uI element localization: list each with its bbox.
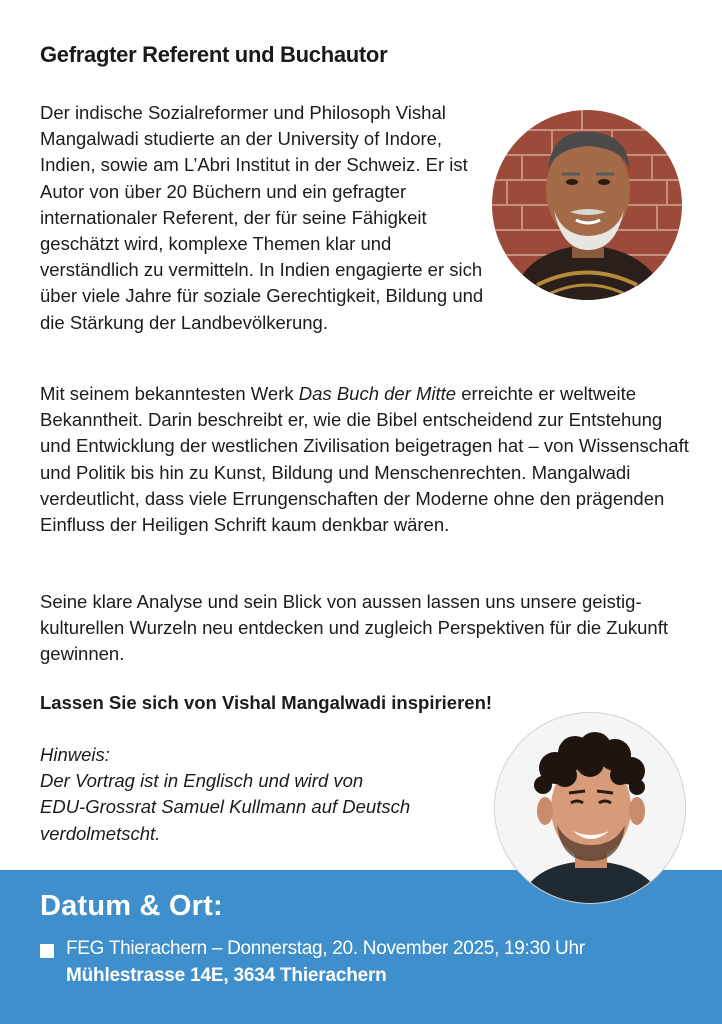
bio-paragraph-3: Seine klare Analyse und sein Blick von aussen lassen uns unsere geistig-kulturellen Wurzeln neu entdecken und zugleich Perspektiven für die Zukunft gewinnen. [40,591,668,665]
bio-paragraph-2 [40,381,690,538]
speaker-portrait [492,110,682,300]
bio-paragraph-2-start: Mit seinem bekanntesten Werk [40,383,299,404]
bio-paragraph-1: Der indische Sozialreformer und Philosoph Vishal Mangalwadi studierte an der University of Indore, Indien, sowie am L’Abri Institut in der Schweiz. Er ist Autor von über 20 Büchern und ein gefragter internationaler Referent, der für seine Fähigkeit geschätzt wird, komplexe Themen klar und verständlich zu vermitteln. In Indien engagierte er sich über viele Jahre für soziale Gerechtigkeit, Bildung und die Stärkung der Landbevölkerung. [40,102,484,333]
translation-hint [40,742,470,847]
book-title: Das Buch der Mitte [298,383,457,404]
square-bullet-icon [40,944,54,958]
translator-portrait [494,712,686,904]
date-location-title: Datum & Ort: [40,890,223,922]
hint-line-1: Der Vortrag ist in Englisch und wird von [40,770,364,792]
speaker-portrait-image [492,110,682,300]
event-date-time: FEG Thierachern – Donnerstag, 20. November 2025, 19:30 Uhr [66,938,585,959]
translator-portrait-image [495,713,685,903]
event-address: Mühlestrasse 14E, 3634 Thierachern [66,965,387,986]
section-heading: Gefragter Referent und Buchautor [40,42,388,67]
hint-label: Hinweis: [40,744,110,765]
hint-line-2: EDU-Grossrat Samuel Kullmann auf Deutsch [40,796,411,818]
bio-paragraph-2-end: erreichte er weltweite Bekanntheit. Darin beschreibt er, wie die Bibel entscheidend zur Entstehung und Entwicklung der westlichen Zivilisation beigetragen hat – von Wissenschaft und Politik bis hin zu Kunst, Bildung und Menschenrechten. Mangalwadi verdeutlicht, dass viele Errungenschaften der Moderne ohne den prägenden Einfluss der Heiligen Schrift kaum denkbar wären. [40,383,689,536]
call-to-action: Lassen Sie sich von Vishal Mangalwadi inspirieren! [40,692,493,713]
hint-line-3: verdolmetscht. [40,822,161,844]
